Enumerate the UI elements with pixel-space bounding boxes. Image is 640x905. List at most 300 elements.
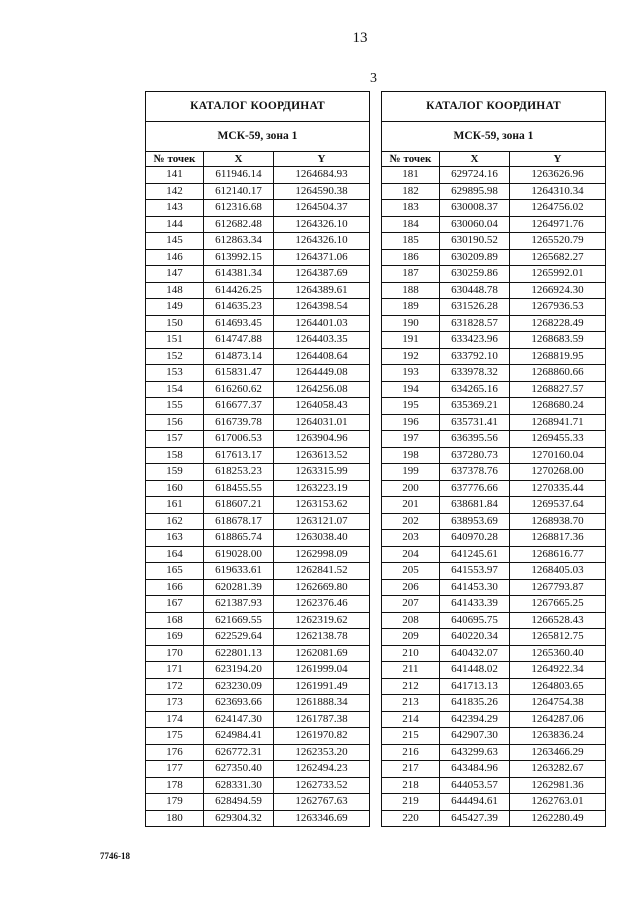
y-coordinate-cell: 1264398.54 bbox=[274, 299, 370, 316]
point-number-cell: 209 bbox=[382, 629, 440, 646]
column-header-x: X bbox=[440, 152, 510, 167]
y-coordinate-cell: 1262081.69 bbox=[274, 645, 370, 662]
point-number-cell: 149 bbox=[146, 299, 204, 316]
y-coordinate-cell: 1262767.63 bbox=[274, 794, 370, 811]
x-coordinate-cell: 626772.31 bbox=[204, 744, 274, 761]
point-number-cell: 150 bbox=[146, 315, 204, 332]
y-coordinate-cell: 1264401.03 bbox=[274, 315, 370, 332]
table-row bbox=[146, 530, 370, 547]
x-coordinate-cell: 644494.61 bbox=[440, 794, 510, 811]
point-number-cell: 144 bbox=[146, 216, 204, 233]
column-header-point-number: № точек bbox=[382, 152, 440, 167]
table-row bbox=[146, 398, 370, 415]
point-number-cell: 184 bbox=[382, 216, 440, 233]
x-coordinate-cell: 628494.59 bbox=[204, 794, 274, 811]
table-row bbox=[382, 579, 606, 596]
x-coordinate-cell: 637378.76 bbox=[440, 464, 510, 481]
table-row bbox=[146, 480, 370, 497]
x-coordinate-cell: 612316.68 bbox=[204, 200, 274, 217]
table-row bbox=[146, 299, 370, 316]
y-coordinate-cell: 1265360.40 bbox=[510, 645, 606, 662]
x-coordinate-cell: 637280.73 bbox=[440, 447, 510, 464]
coordinate-system-zone: МСК-59, зона 1 bbox=[146, 122, 370, 152]
table-row bbox=[146, 579, 370, 596]
table-row bbox=[146, 761, 370, 778]
x-coordinate-cell: 612863.34 bbox=[204, 233, 274, 250]
point-number-cell: 141 bbox=[146, 167, 204, 184]
x-coordinate-cell: 631828.57 bbox=[440, 315, 510, 332]
y-coordinate-cell: 1267936.53 bbox=[510, 299, 606, 316]
x-coordinate-cell: 619633.61 bbox=[204, 563, 274, 580]
x-coordinate-cell: 629724.16 bbox=[440, 167, 510, 184]
y-coordinate-cell: 1261991.49 bbox=[274, 678, 370, 695]
table-row bbox=[146, 711, 370, 728]
x-coordinate-cell: 637776.66 bbox=[440, 480, 510, 497]
table-row bbox=[146, 167, 370, 184]
point-number-cell: 211 bbox=[382, 662, 440, 679]
y-coordinate-cell: 1264326.10 bbox=[274, 233, 370, 250]
y-coordinate-cell: 1265812.75 bbox=[510, 629, 606, 646]
x-coordinate-cell: 619028.00 bbox=[204, 546, 274, 563]
x-coordinate-cell: 624984.41 bbox=[204, 728, 274, 745]
x-coordinate-cell: 614747.88 bbox=[204, 332, 274, 349]
catalog-title: КАТАЛОГ КООРДИНАТ bbox=[382, 92, 606, 122]
x-coordinate-cell: 630448.78 bbox=[440, 282, 510, 299]
x-coordinate-cell: 618678.17 bbox=[204, 513, 274, 530]
x-coordinate-cell: 611946.14 bbox=[204, 167, 274, 184]
column-header-x: X bbox=[204, 152, 274, 167]
table-row bbox=[382, 348, 606, 365]
table-row bbox=[382, 678, 606, 695]
table-row bbox=[146, 728, 370, 745]
table-row bbox=[382, 398, 606, 415]
point-number-cell: 217 bbox=[382, 761, 440, 778]
point-number-cell: 147 bbox=[146, 266, 204, 283]
point-number-cell: 168 bbox=[146, 612, 204, 629]
x-coordinate-cell: 641713.13 bbox=[440, 678, 510, 695]
table-row bbox=[146, 794, 370, 811]
column-header-y: Y bbox=[274, 152, 370, 167]
table-row bbox=[382, 431, 606, 448]
table-row bbox=[146, 546, 370, 563]
table-row bbox=[146, 414, 370, 431]
column-header-point-number: № точек bbox=[146, 152, 204, 167]
point-number-cell: 152 bbox=[146, 348, 204, 365]
point-number-cell: 153 bbox=[146, 365, 204, 382]
point-number-cell: 170 bbox=[146, 645, 204, 662]
point-number-cell: 183 bbox=[382, 200, 440, 217]
y-coordinate-cell: 1267665.25 bbox=[510, 596, 606, 613]
x-coordinate-cell: 630209.89 bbox=[440, 249, 510, 266]
y-coordinate-cell: 1264408.64 bbox=[274, 348, 370, 365]
point-number-cell: 165 bbox=[146, 563, 204, 580]
y-coordinate-cell: 1268616.77 bbox=[510, 546, 606, 563]
point-number-cell: 220 bbox=[382, 810, 440, 827]
y-coordinate-cell: 1264389.61 bbox=[274, 282, 370, 299]
table-row bbox=[146, 744, 370, 761]
y-coordinate-cell: 1264590.38 bbox=[274, 183, 370, 200]
y-coordinate-cell: 1262981.36 bbox=[510, 777, 606, 794]
point-number-cell: 155 bbox=[146, 398, 204, 415]
table-row bbox=[146, 315, 370, 332]
x-coordinate-cell: 621669.55 bbox=[204, 612, 274, 629]
table-row bbox=[382, 728, 606, 745]
x-coordinate-cell: 640220.34 bbox=[440, 629, 510, 646]
table-row bbox=[382, 381, 606, 398]
point-number-cell: 154 bbox=[146, 381, 204, 398]
point-number-cell: 162 bbox=[146, 513, 204, 530]
y-coordinate-cell: 1268683.59 bbox=[510, 332, 606, 349]
y-coordinate-cell: 1262319.62 bbox=[274, 612, 370, 629]
x-coordinate-cell: 640432.07 bbox=[440, 645, 510, 662]
coordinate-catalog-table-right bbox=[381, 91, 606, 827]
x-coordinate-cell: 644053.57 bbox=[440, 777, 510, 794]
point-number-cell: 151 bbox=[146, 332, 204, 349]
y-coordinate-cell: 1263613.52 bbox=[274, 447, 370, 464]
y-coordinate-cell: 1264449.08 bbox=[274, 365, 370, 382]
y-coordinate-cell: 1268941.71 bbox=[510, 414, 606, 431]
x-coordinate-cell: 643299.63 bbox=[440, 744, 510, 761]
point-number-cell: 215 bbox=[382, 728, 440, 745]
table-row bbox=[382, 480, 606, 497]
table-row bbox=[382, 629, 606, 646]
sub-page-number: 3 bbox=[370, 71, 377, 86]
y-coordinate-cell: 1262733.52 bbox=[274, 777, 370, 794]
y-coordinate-cell: 1263282.67 bbox=[510, 761, 606, 778]
y-coordinate-cell: 1261970.82 bbox=[274, 728, 370, 745]
document-code: 7746-18 bbox=[100, 851, 130, 861]
table-row bbox=[382, 563, 606, 580]
x-coordinate-cell: 629304.32 bbox=[204, 810, 274, 827]
point-number-cell: 145 bbox=[146, 233, 204, 250]
point-number-cell: 142 bbox=[146, 183, 204, 200]
point-number-cell: 218 bbox=[382, 777, 440, 794]
table-row bbox=[382, 216, 606, 233]
point-number-cell: 210 bbox=[382, 645, 440, 662]
table-row bbox=[382, 596, 606, 613]
y-coordinate-cell: 1266924.30 bbox=[510, 282, 606, 299]
y-coordinate-cell: 1264756.02 bbox=[510, 200, 606, 217]
x-coordinate-cell: 638681.84 bbox=[440, 497, 510, 514]
table-row bbox=[382, 249, 606, 266]
table-row bbox=[146, 332, 370, 349]
point-number-cell: 156 bbox=[146, 414, 204, 431]
table-row bbox=[382, 662, 606, 679]
x-coordinate-cell: 635369.21 bbox=[440, 398, 510, 415]
table-row bbox=[382, 167, 606, 184]
point-number-cell: 161 bbox=[146, 497, 204, 514]
point-number-cell: 194 bbox=[382, 381, 440, 398]
y-coordinate-cell: 1263626.96 bbox=[510, 167, 606, 184]
table-row bbox=[146, 365, 370, 382]
x-coordinate-cell: 618607.21 bbox=[204, 497, 274, 514]
point-number-cell: 205 bbox=[382, 563, 440, 580]
y-coordinate-cell: 1264256.08 bbox=[274, 381, 370, 398]
table-body bbox=[146, 167, 370, 827]
y-coordinate-cell: 1262353.20 bbox=[274, 744, 370, 761]
point-number-cell: 157 bbox=[146, 431, 204, 448]
y-coordinate-cell: 1268860.66 bbox=[510, 365, 606, 382]
y-coordinate-cell: 1264326.10 bbox=[274, 216, 370, 233]
point-number-cell: 189 bbox=[382, 299, 440, 316]
table-row bbox=[382, 447, 606, 464]
y-coordinate-cell: 1261999.04 bbox=[274, 662, 370, 679]
table-row bbox=[382, 299, 606, 316]
table-row bbox=[146, 645, 370, 662]
y-coordinate-cell: 1264371.06 bbox=[274, 249, 370, 266]
point-number-cell: 173 bbox=[146, 695, 204, 712]
table-row bbox=[146, 200, 370, 217]
table-row bbox=[146, 282, 370, 299]
y-coordinate-cell: 1263038.40 bbox=[274, 530, 370, 547]
table-row bbox=[146, 662, 370, 679]
table-row bbox=[382, 744, 606, 761]
y-coordinate-cell: 1263904.96 bbox=[274, 431, 370, 448]
y-coordinate-cell: 1262841.52 bbox=[274, 563, 370, 580]
x-coordinate-cell: 616677.37 bbox=[204, 398, 274, 415]
point-number-cell: 179 bbox=[146, 794, 204, 811]
x-coordinate-cell: 623693.66 bbox=[204, 695, 274, 712]
x-coordinate-cell: 622529.64 bbox=[204, 629, 274, 646]
y-coordinate-cell: 1263346.69 bbox=[274, 810, 370, 827]
table-row bbox=[382, 810, 606, 827]
point-number-cell: 186 bbox=[382, 249, 440, 266]
x-coordinate-cell: 618865.74 bbox=[204, 530, 274, 547]
y-coordinate-cell: 1268680.24 bbox=[510, 398, 606, 415]
table-row bbox=[146, 695, 370, 712]
point-number-cell: 206 bbox=[382, 579, 440, 596]
y-coordinate-cell: 1262669.80 bbox=[274, 579, 370, 596]
x-coordinate-cell: 634265.16 bbox=[440, 381, 510, 398]
y-coordinate-cell: 1270268.00 bbox=[510, 464, 606, 481]
x-coordinate-cell: 630259.86 bbox=[440, 266, 510, 283]
x-coordinate-cell: 622801.13 bbox=[204, 645, 274, 662]
table-row bbox=[382, 233, 606, 250]
point-number-cell: 143 bbox=[146, 200, 204, 217]
y-coordinate-cell: 1269455.33 bbox=[510, 431, 606, 448]
x-coordinate-cell: 641245.61 bbox=[440, 546, 510, 563]
point-number-cell: 158 bbox=[146, 447, 204, 464]
y-coordinate-cell: 1261888.34 bbox=[274, 695, 370, 712]
coordinate-system-zone: МСК-59, зона 1 bbox=[382, 122, 606, 152]
y-coordinate-cell: 1265520.79 bbox=[510, 233, 606, 250]
point-number-cell: 175 bbox=[146, 728, 204, 745]
page-number: 13 bbox=[352, 30, 368, 46]
x-coordinate-cell: 617006.53 bbox=[204, 431, 274, 448]
x-coordinate-cell: 614873.14 bbox=[204, 348, 274, 365]
x-coordinate-cell: 627350.40 bbox=[204, 761, 274, 778]
x-coordinate-cell: 630008.37 bbox=[440, 200, 510, 217]
point-number-cell: 176 bbox=[146, 744, 204, 761]
table-row bbox=[382, 315, 606, 332]
y-coordinate-cell: 1264058.43 bbox=[274, 398, 370, 415]
point-number-cell: 181 bbox=[382, 167, 440, 184]
table-row bbox=[146, 431, 370, 448]
y-coordinate-cell: 1264387.69 bbox=[274, 266, 370, 283]
table-row bbox=[146, 596, 370, 613]
x-coordinate-cell: 614381.34 bbox=[204, 266, 274, 283]
table-row bbox=[146, 266, 370, 283]
x-coordinate-cell: 629895.98 bbox=[440, 183, 510, 200]
point-number-cell: 195 bbox=[382, 398, 440, 415]
x-coordinate-cell: 633423.96 bbox=[440, 332, 510, 349]
point-number-cell: 188 bbox=[382, 282, 440, 299]
x-coordinate-cell: 621387.93 bbox=[204, 596, 274, 613]
table-row bbox=[382, 794, 606, 811]
table-row bbox=[382, 695, 606, 712]
x-coordinate-cell: 612140.17 bbox=[204, 183, 274, 200]
x-coordinate-cell: 613992.15 bbox=[204, 249, 274, 266]
point-number-cell: 172 bbox=[146, 678, 204, 695]
point-number-cell: 187 bbox=[382, 266, 440, 283]
coordinate-catalog-table-left bbox=[145, 91, 370, 827]
point-number-cell: 159 bbox=[146, 464, 204, 481]
y-coordinate-cell: 1262376.46 bbox=[274, 596, 370, 613]
point-number-cell: 146 bbox=[146, 249, 204, 266]
table-row bbox=[382, 266, 606, 283]
y-coordinate-cell: 1269537.64 bbox=[510, 497, 606, 514]
point-number-cell: 207 bbox=[382, 596, 440, 613]
x-coordinate-cell: 641835.26 bbox=[440, 695, 510, 712]
point-number-cell: 190 bbox=[382, 315, 440, 332]
table-body bbox=[382, 167, 606, 827]
x-coordinate-cell: 617613.17 bbox=[204, 447, 274, 464]
point-number-cell: 200 bbox=[382, 480, 440, 497]
point-number-cell: 171 bbox=[146, 662, 204, 679]
point-number-cell: 169 bbox=[146, 629, 204, 646]
table-row bbox=[382, 530, 606, 547]
point-number-cell: 198 bbox=[382, 447, 440, 464]
y-coordinate-cell: 1264287.06 bbox=[510, 711, 606, 728]
y-coordinate-cell: 1263121.07 bbox=[274, 513, 370, 530]
x-coordinate-cell: 624147.30 bbox=[204, 711, 274, 728]
x-coordinate-cell: 631526.28 bbox=[440, 299, 510, 316]
y-coordinate-cell: 1263153.62 bbox=[274, 497, 370, 514]
table-row bbox=[146, 249, 370, 266]
x-coordinate-cell: 612682.48 bbox=[204, 216, 274, 233]
x-coordinate-cell: 623230.09 bbox=[204, 678, 274, 695]
point-number-cell: 213 bbox=[382, 695, 440, 712]
table-row bbox=[146, 497, 370, 514]
point-number-cell: 191 bbox=[382, 332, 440, 349]
x-coordinate-cell: 614693.45 bbox=[204, 315, 274, 332]
table-row bbox=[382, 513, 606, 530]
point-number-cell: 214 bbox=[382, 711, 440, 728]
y-coordinate-cell: 1264684.93 bbox=[274, 167, 370, 184]
x-coordinate-cell: 645427.39 bbox=[440, 810, 510, 827]
point-number-cell: 197 bbox=[382, 431, 440, 448]
y-coordinate-cell: 1263223.19 bbox=[274, 480, 370, 497]
point-number-cell: 167 bbox=[146, 596, 204, 613]
x-coordinate-cell: 642907.30 bbox=[440, 728, 510, 745]
point-number-cell: 203 bbox=[382, 530, 440, 547]
y-coordinate-cell: 1268405.03 bbox=[510, 563, 606, 580]
x-coordinate-cell: 616260.62 bbox=[204, 381, 274, 398]
table-row bbox=[382, 365, 606, 382]
x-coordinate-cell: 633978.32 bbox=[440, 365, 510, 382]
y-coordinate-cell: 1261787.38 bbox=[274, 711, 370, 728]
table-row bbox=[382, 711, 606, 728]
y-coordinate-cell: 1264031.01 bbox=[274, 414, 370, 431]
x-coordinate-cell: 623194.20 bbox=[204, 662, 274, 679]
y-coordinate-cell: 1268938.70 bbox=[510, 513, 606, 530]
x-coordinate-cell: 641448.02 bbox=[440, 662, 510, 679]
y-coordinate-cell: 1262763.01 bbox=[510, 794, 606, 811]
x-coordinate-cell: 628331.30 bbox=[204, 777, 274, 794]
x-coordinate-cell: 618455.55 bbox=[204, 480, 274, 497]
y-coordinate-cell: 1264922.34 bbox=[510, 662, 606, 679]
table-row bbox=[146, 678, 370, 695]
y-coordinate-cell: 1264310.34 bbox=[510, 183, 606, 200]
table-row bbox=[146, 381, 370, 398]
y-coordinate-cell: 1262138.78 bbox=[274, 629, 370, 646]
x-coordinate-cell: 641553.97 bbox=[440, 563, 510, 580]
x-coordinate-cell: 618253.23 bbox=[204, 464, 274, 481]
x-coordinate-cell: 620281.39 bbox=[204, 579, 274, 596]
point-number-cell: 201 bbox=[382, 497, 440, 514]
x-coordinate-cell: 614635.23 bbox=[204, 299, 274, 316]
x-coordinate-cell: 614426.25 bbox=[204, 282, 274, 299]
point-number-cell: 199 bbox=[382, 464, 440, 481]
y-coordinate-cell: 1266528.43 bbox=[510, 612, 606, 629]
table-row bbox=[146, 810, 370, 827]
x-coordinate-cell: 630190.52 bbox=[440, 233, 510, 250]
table-row bbox=[382, 332, 606, 349]
x-coordinate-cell: 630060.04 bbox=[440, 216, 510, 233]
point-number-cell: 202 bbox=[382, 513, 440, 530]
point-number-cell: 164 bbox=[146, 546, 204, 563]
table-row bbox=[146, 563, 370, 580]
point-number-cell: 166 bbox=[146, 579, 204, 596]
y-coordinate-cell: 1262494.23 bbox=[274, 761, 370, 778]
table-row bbox=[382, 497, 606, 514]
point-number-cell: 160 bbox=[146, 480, 204, 497]
point-number-cell: 178 bbox=[146, 777, 204, 794]
x-coordinate-cell: 641433.39 bbox=[440, 596, 510, 613]
table-row bbox=[382, 464, 606, 481]
x-coordinate-cell: 615831.47 bbox=[204, 365, 274, 382]
point-number-cell: 192 bbox=[382, 348, 440, 365]
point-number-cell: 204 bbox=[382, 546, 440, 563]
y-coordinate-cell: 1270335.44 bbox=[510, 480, 606, 497]
x-coordinate-cell: 633792.10 bbox=[440, 348, 510, 365]
y-coordinate-cell: 1270160.04 bbox=[510, 447, 606, 464]
y-coordinate-cell: 1264403.35 bbox=[274, 332, 370, 349]
point-number-cell: 182 bbox=[382, 183, 440, 200]
point-number-cell: 180 bbox=[146, 810, 204, 827]
table-row bbox=[382, 282, 606, 299]
x-coordinate-cell: 616739.78 bbox=[204, 414, 274, 431]
table-row bbox=[146, 183, 370, 200]
table-row bbox=[382, 200, 606, 217]
column-header-y: Y bbox=[510, 152, 606, 167]
x-coordinate-cell: 642394.29 bbox=[440, 711, 510, 728]
x-coordinate-cell: 641453.30 bbox=[440, 579, 510, 596]
point-number-cell: 216 bbox=[382, 744, 440, 761]
table-row bbox=[146, 612, 370, 629]
table-row bbox=[146, 777, 370, 794]
point-number-cell: 196 bbox=[382, 414, 440, 431]
table-row bbox=[146, 348, 370, 365]
x-coordinate-cell: 638953.69 bbox=[440, 513, 510, 530]
point-number-cell: 219 bbox=[382, 794, 440, 811]
table-row bbox=[382, 546, 606, 563]
y-coordinate-cell: 1264754.38 bbox=[510, 695, 606, 712]
x-coordinate-cell: 643484.96 bbox=[440, 761, 510, 778]
x-coordinate-cell: 635731.41 bbox=[440, 414, 510, 431]
table-row bbox=[146, 464, 370, 481]
y-coordinate-cell: 1264971.76 bbox=[510, 216, 606, 233]
